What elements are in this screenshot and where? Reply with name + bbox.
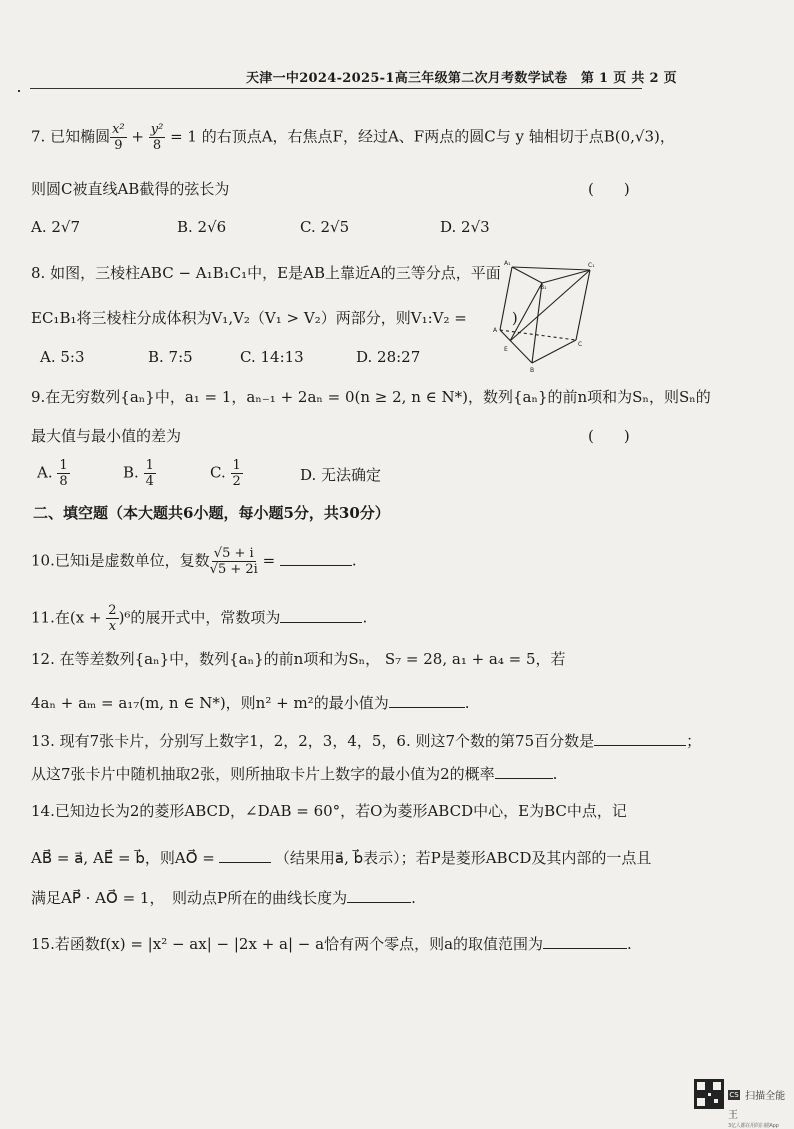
q9-opt-c-den: 2 <box>232 474 241 489</box>
scanner-logo <box>728 1084 794 1129</box>
qr-code-icon <box>694 1079 724 1109</box>
camscanner-icon: CS <box>729 1090 739 1099</box>
q7-text-a: 7. 已知椭圆 <box>31 127 111 146</box>
question-10 <box>31 546 357 577</box>
section-2-heading: 二、填空题（本大题共6小题，每小题5分，共30分） <box>33 504 390 522</box>
q9-opt-a-den: 8 <box>59 474 68 489</box>
scan-speck <box>18 90 20 92</box>
q7-option-b: B. 2√6 <box>177 218 227 236</box>
label-a: A <box>493 327 498 334</box>
q15-answer-blank[interactable] <box>543 934 627 949</box>
label-a1: A₁ <box>504 260 511 267</box>
scanner-logo-subtext: 3亿人都在用的扫描App <box>728 1123 779 1129</box>
question-15 <box>31 933 632 955</box>
q13-end-2: . <box>552 765 558 783</box>
q11-end: . <box>362 608 368 627</box>
q13-end-1: ； <box>686 732 702 750</box>
q10-fraction <box>210 546 258 577</box>
q11-answer-blank[interactable] <box>280 608 362 623</box>
q9-answer-paren: ( ) <box>588 427 630 445</box>
q11-num: 2 <box>108 603 117 618</box>
q14-text-2a: AB⃗ = a⃗, AE⃗ = b⃗，则AO⃗ = <box>31 849 215 867</box>
question-8-line-1: 8. 如图，三棱柱ABC − A₁B₁C₁中，E是AB上靠近A的三等分点，平面 <box>31 264 501 282</box>
label-e: E <box>504 346 508 353</box>
q7-option-d: D. 2√3 <box>440 218 490 236</box>
q11-text-a: 11.在(x + <box>31 608 107 627</box>
page-header: 天津一中2024-2025-1高三年级第二次月考数学试卷 第 1 页 共 2 页 <box>246 71 677 86</box>
q13-answer-blank-1[interactable] <box>594 731 686 746</box>
q7-option-c: C. 2√5 <box>300 218 350 236</box>
question-13-line-2 <box>31 763 557 785</box>
q10-answer-blank[interactable] <box>280 551 352 566</box>
q9-opt-a-num: 1 <box>59 458 68 473</box>
q7-fraction-x <box>110 122 127 153</box>
q12-end: . <box>464 694 470 712</box>
question-14-line-1: 14.已知边长为2的菱形ABCD，∠DAB = 60°，若O为菱形ABCD中心，E为BC中点，记 <box>31 802 627 820</box>
q9-opt-c-num: 1 <box>232 458 241 473</box>
q13-text-1: 13. 现有7张卡片，分别写上数字1，2，2，3，4，5，6. 则这7个数的第75百分数是 <box>31 732 595 750</box>
q8-option-b: B. 7:5 <box>148 348 193 366</box>
q13-answer-blank-2[interactable] <box>495 764 553 779</box>
q9-opt-c-fraction <box>231 458 243 489</box>
q9-opt-a-fraction <box>57 458 69 489</box>
q14-text-3: 满足AP⃗ · AO⃗ = 1， 则动点P所在的曲线长度为 <box>31 889 348 907</box>
question-14-line-2 <box>31 847 651 869</box>
question-12-line-2 <box>31 692 469 714</box>
q7-answer-paren: ( ) <box>588 180 630 198</box>
q12-text: 4aₙ + aₘ = a₁₇(m, n ∈ N*)，则n² + m²的最小值为 <box>31 694 389 712</box>
edge-bc <box>532 340 576 363</box>
q9-opt-b-fraction <box>144 458 156 489</box>
q9-opt-b-den: 4 <box>145 474 154 489</box>
q9-option-c <box>210 458 243 489</box>
q12-answer-blank[interactable] <box>389 693 465 708</box>
q10-end: . <box>351 551 357 570</box>
question-14-line-3 <box>31 887 416 909</box>
prism-figure <box>490 255 606 375</box>
question-11 <box>31 603 367 634</box>
question-8-line-2: EC₁B₁将三棱柱分成体积为V₁,V₂（V₁ > V₂）两部分，则V₁:V₂ = ) <box>31 309 518 327</box>
q7-frac1-num: x² <box>112 122 125 137</box>
q11-den: x <box>108 619 117 634</box>
edge-a1a <box>500 267 512 330</box>
q7-text-b: = 1 的右顶点A，右焦点F，经过A、F两点的圆C与 y 轴相切于点B(0,√3)， <box>165 127 675 146</box>
q15-text: 15.若函数f(x) = |x² − ax| − |2x + a| − a恰有两个零点，则a的取值范围为 <box>31 935 544 953</box>
label-c: C <box>578 341 583 348</box>
label-b: B <box>530 367 535 374</box>
q9-opt-b-label: B. <box>123 463 139 482</box>
edge-b1b <box>532 283 542 363</box>
q7-frac1-den: 9 <box>114 138 123 153</box>
q11-text-b: )⁶的展开式中，常数项为 <box>118 608 281 627</box>
question-9-line-1: 9.在无穷数列{aₙ}中，a₁ = 1，aₙ₋₁ + 2aₙ = 0(n ≥ 2, n ∈ N*)，数列{aₙ}的前n项和为Sₙ，则Sₙ的 <box>31 388 711 406</box>
edge-a1b1 <box>512 267 542 283</box>
q14-answer-blank-1[interactable] <box>219 848 271 863</box>
q9-option-d: D. 无法确定 <box>300 466 382 484</box>
q9-opt-b-num: 1 <box>145 458 154 473</box>
q14-answer-blank-2[interactable] <box>347 888 411 903</box>
q9-option-b <box>123 458 156 489</box>
q11-fraction <box>106 603 118 634</box>
q10-equals: = <box>257 551 280 570</box>
q7-frac2-num: y² <box>150 122 164 137</box>
scanner-logo-text: 扫描全能王 <box>728 1091 786 1121</box>
label-b1: B₁ <box>540 284 547 291</box>
q8-option-a: A. 5:3 <box>40 348 85 366</box>
edge-a1c1 <box>512 267 590 270</box>
q10-den: √5 + 2i <box>209 562 258 577</box>
q10-text: 10.已知i是虚数单位，复数 <box>31 551 210 570</box>
question-13-line-1 <box>31 730 701 752</box>
q15-end: . <box>627 935 632 953</box>
q13-text-2: 从这7张卡片中随机抽取2张，则所抽取卡片上数字的最小值为2的概率 <box>31 765 495 783</box>
question-7-line-1 <box>31 122 675 153</box>
question-7-line-2: 则圆C被直线AB截得的弦长为 <box>31 180 230 198</box>
q7-fraction-y <box>149 122 166 153</box>
q8-option-d: D. 28:27 <box>356 348 421 366</box>
q9-option-a <box>37 458 70 489</box>
question-12-line-1: 12. 在等差数列{aₙ}中，数列{aₙ}的前n项和为Sₙ， S₇ = 28, a₁ + a₄ = 5，若 <box>31 650 566 668</box>
q9-opt-a-label: A. <box>37 463 53 482</box>
q9-opt-c-label: C. <box>210 463 226 482</box>
q7-plus: + <box>126 127 149 146</box>
q8-option-c: C. 14:13 <box>240 348 304 366</box>
q14-text-2b: （结果用a⃗, b⃗表示）；若P是菱形ABCD及其内部的一点且 <box>274 849 652 867</box>
header-rule <box>30 88 642 89</box>
question-9-line-2: 最大值与最小值的差为 <box>31 427 182 445</box>
label-c1: C₁ <box>588 262 595 269</box>
q14-end: . <box>411 889 416 907</box>
q10-num: √5 + i <box>213 546 254 561</box>
q7-frac2-den: 8 <box>152 138 162 153</box>
q7-option-a: A. 2√7 <box>31 218 81 236</box>
